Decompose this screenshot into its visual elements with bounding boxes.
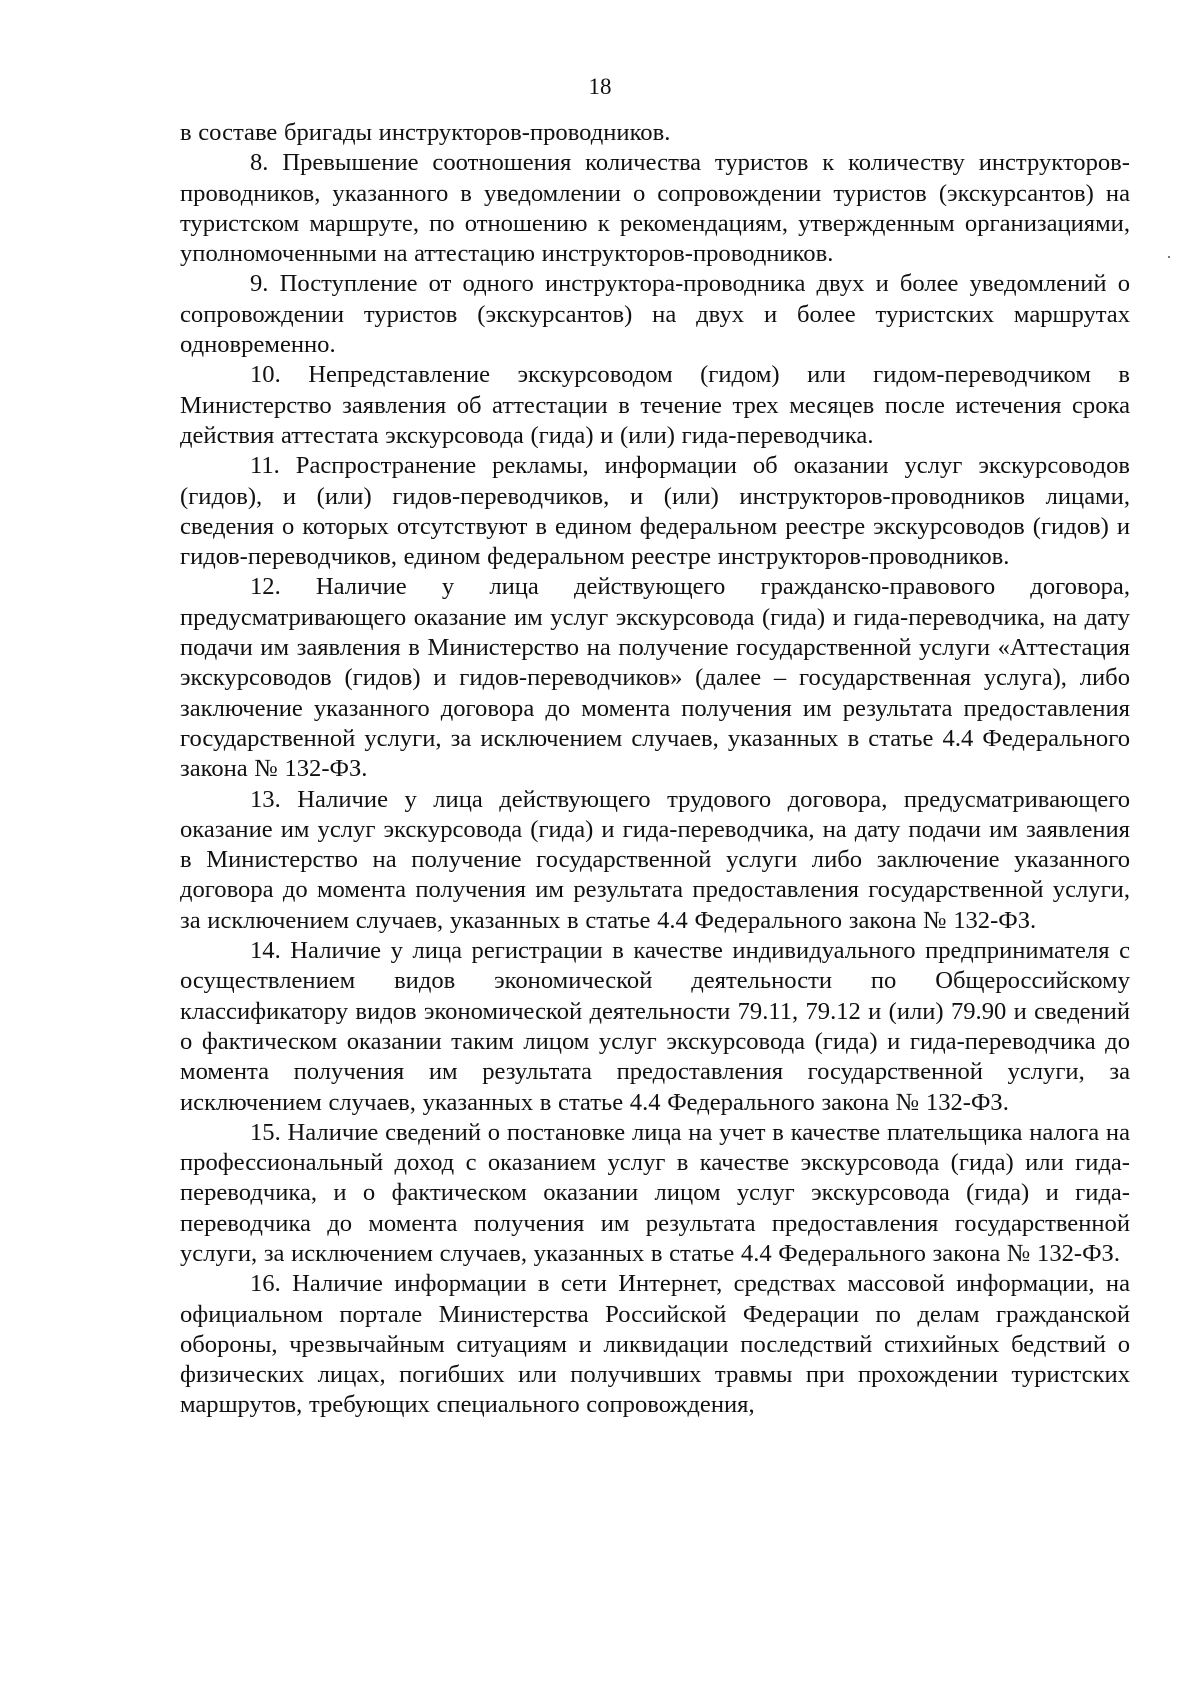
- list-item-16: 16. Наличие информации в сети Интернет, средствах массовой информации, на официальном портале Министерства Российской Федерации по делам гражданской обороны, чрезвычайным ситуациям и ликвидации последствий стихийных бедствий о физических лицах, погибших или получивших травмы при прохождении туристских маршрутов, требующих специального сопровождения,: [180, 1270, 1130, 1419]
- paragraph-continuation: в составе бригады инструкторов-проводников.: [180, 119, 671, 146]
- document-body: [180, 118, 1130, 1421]
- list-item-9: 9. Поступление от одного инструктора-проводника двух и более уведомлений о сопровождении туристов (экскурсантов) на двух и более туристских маршрутах одновременно.: [180, 270, 1130, 359]
- list-item-11: 11. Распространение рекламы, информации об оказании услуг экскурсоводов (гидов), и (или) гидов-переводчиков, и (или) инструкторов-проводников лицами, сведения о которых отсутствуют в едином федеральном реестре экскурсоводов (гидов) и гидов-переводчиков, едином федеральном реестре инструкторов-проводников.: [180, 452, 1130, 571]
- list-item-15: 15. Наличие сведений о постановке лица на учет в качестве плательщика налога на профессиональный доход с оказанием услуг в качестве экскурсовода (гида) или гида-переводчика, и о фактическом оказании лицом услуг экскурсовода (гида) и гида-переводчика до момента получения им результата предоставления государственной услуги, за исключением случаев, указанных в статье 4.4 Федерального закона № 132-ФЗ.: [180, 1118, 1130, 1267]
- page-number: 18: [588, 74, 612, 99]
- list-item-13: 13. Наличие у лица действующего трудового договора, предусматривающего оказание им услуг экскурсовода (гида) и гида-переводчика, на дату подачи им заявления в Министерство на получение государственной услуги либо заключение указанного договора до момента получения им результата предоставления государственной услуги, за исключением случаев, указанных в статье 4.4 Федерального закона № 132-ФЗ.: [180, 785, 1130, 934]
- list-item-10: 10. Непредставление экскурсоводом (гидом) или гидом-переводчиком в Министерство заявления об аттестации в течение трех месяцев после истечения срока действия аттестата экскурсовода (гида) и (или) гида-переводчика.: [180, 361, 1130, 449]
- list-item-8: 8. Превышение соотношения количества туристов к количеству инструкторов-проводников, указанного в уведомлении о сопровождении туристов (экскурсантов) на туристском маршруте, по отношению к рекомендациям, утвержденным организациями, уполномоченными на аттестацию инструкторов-проводников.: [180, 149, 1130, 268]
- list-item-12: 12. Наличие у лица действующего гражданско-правового договора, предусматривающего оказание им услуг экскурсовода (гида) и гида-переводчика, на дату подачи им заявления в Министерство на получение государственной услуги «Аттестация экскурсоводов (гидов) и гидов-переводчиков» (далее – государственная услуга), либо заключение указанного договора до момента получения им результата предоставления государственной услуги, за исключением случаев, указанных в статье 4.4 Федерального закона № 132-ФЗ.: [180, 573, 1130, 783]
- list-item-14: 14. Наличие у лица регистрации в качестве индивидуального предпринимателя с осуществлением видов экономической деятельности по Общероссийскому классификатору видов экономической деятельности 79.11, 79.12 и (или) 79.90 и сведений о фактическом оказании таким лицом услуг экскурсовода (гида) и гида-переводчика до момента получения им результата предоставления государственной услуги, за исключением случаев, указанных в статье 4.4 Федерального закона № 132-ФЗ.: [180, 937, 1130, 1116]
- scan-speck: [1168, 256, 1170, 258]
